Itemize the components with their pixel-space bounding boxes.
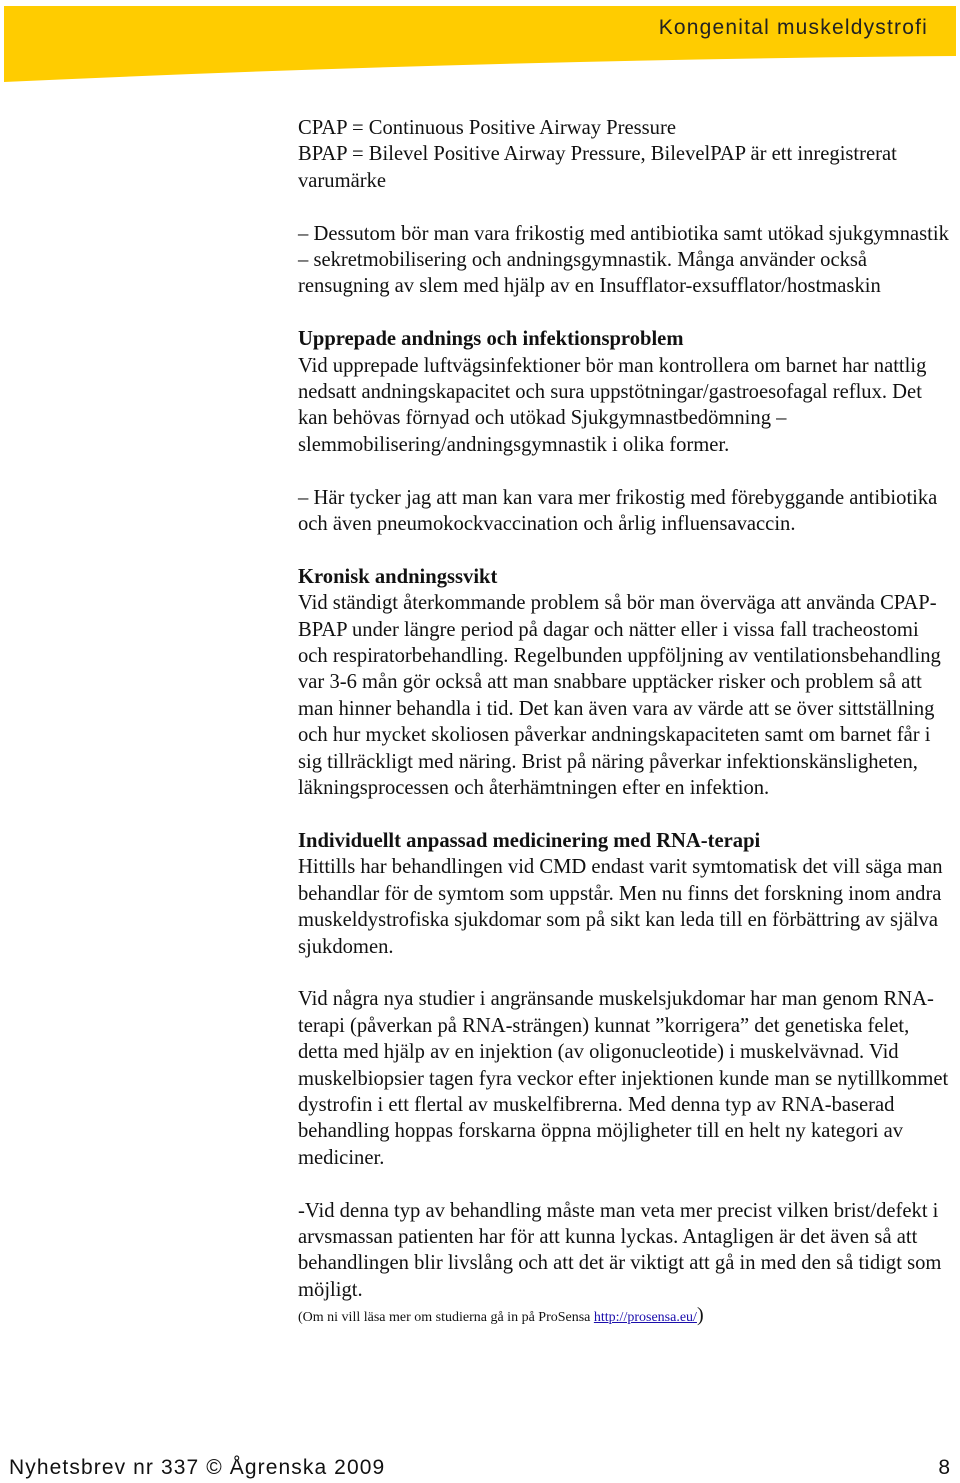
paragraph-har-tycker: – Här tycker jag att man kan vara mer frikostig med förebyggande antibiotika och även pneumokockvaccination och årlig influensavaccin.	[298, 486, 938, 536]
header-banner	[0, 0, 960, 90]
abbr-cpap: CPAP = Continuous Positive Airway Pressure	[298, 117, 676, 139]
article-body	[298, 115, 950, 1328]
prosensa-link[interactable]: http://prosensa.eu/	[593, 1310, 697, 1326]
reference-note	[298, 1305, 950, 1328]
section-heading: Upprepade andnings och infektionsproblem	[298, 328, 684, 351]
section-heading: Individuellt anpassad medicinering med RNA-terapi	[298, 829, 761, 852]
page-number: 8	[938, 1456, 950, 1479]
section-body: Hittills har behandlingen vid CMD endast varit symtomatisk det vill säga man behandlar för de symtom som uppstår. Men nu finns det forskning inom andra muskeldystrofiska sjukdomar som på sikt kan leda till en förbättring av själva sjukdomen.	[298, 856, 943, 958]
page-header	[0, 0, 960, 90]
section-body: Vid upprepade luftvägsinfektioner bör man kontrollera om barnet har nattlig nedsatt andningskapacitet och sura uppstötningar/gastroesofagal reflux. Det kan behövas förnyad och utökad Sjukgymnastbedömning – slemmobilisering/andningsgymnastik i olika former.	[298, 354, 927, 456]
section-heading: Kronisk andningssvikt	[298, 565, 498, 588]
section-infektionsproblem	[298, 326, 950, 458]
section-body: Vid ständigt återkommande problem så bör man överväga att använda CPAP-BPAP under längre period på dagar och nätter eller i vissa fall tracheostomi och respiratorbehandling. Regelbunden uppföljning av ventilationsbehandling var 3-6 mån gör också att man snabbare upptäcker risker och problem så att man hinner behandla i tid. Det kan även vara av värde att se över sittställning och hur mycket skoliosen påverkar andningskapaciteten samt om barnet får i sig tillräckligt med näring. Brist på näring påverkar infektionskänsligheten, läkningsprocessen och återhämtningen efter en infektion.	[298, 592, 941, 800]
header-title: Kongenital muskeldystrofi	[658, 16, 928, 39]
abbr-bpap: BPAP = Bilevel Positive Airway Pressure, BilevelPAP är ett inregistrerat varumärke	[298, 143, 897, 192]
section-andningssvikt	[298, 564, 950, 802]
paragraph-dessutom: – Dessutom bör man vara frikostig med antibiotika samt utökad sjukgymnastik – sekretmobilisering och andningsgymnastik. Många använder också rensugning av slem med hjälp av en Insufflator-exsufflator/hostmaskin	[298, 222, 949, 298]
section-rna-terapi	[298, 828, 950, 960]
note-close-paren: )	[696, 1304, 704, 1327]
paragraph-studier: Vid några nya studier i angränsande muskelsjukdomar har man genom RNA-terapi (påverkan på RNA-strängen) kunnat ”korrigera” det genetiska felet, detta med hjälp av en injektion (av oligonucleotide) i muskelvävnad. Vid muskelbiopsier tagen fyra veckor efter injektionen kunde man se nytillkommet dystrofin i ett flertal av muskelfibrerna. Med denna typ av RNA-baserad behandling hoppas forskarna öppna möjligheter till en helt ny kategori av mediciner.	[298, 988, 949, 1169]
note-text: (Om ni vill läsa mer om studierna gå in på ProSensa	[298, 1310, 594, 1326]
paragraph-vid-denna: -Vid denna typ av behandling måste man veta mer precist vilken brist/defekt i arvsmassan patienten har för att kunna lyckas. Antagligen är det även så att behandlingen blir livslång och att det är viktigt att gå in med den så tidigt som möjligt.	[298, 1199, 942, 1301]
footer-publication: Nyhetsbrev nr 337 © Ågrenska 2009	[9, 1456, 386, 1479]
